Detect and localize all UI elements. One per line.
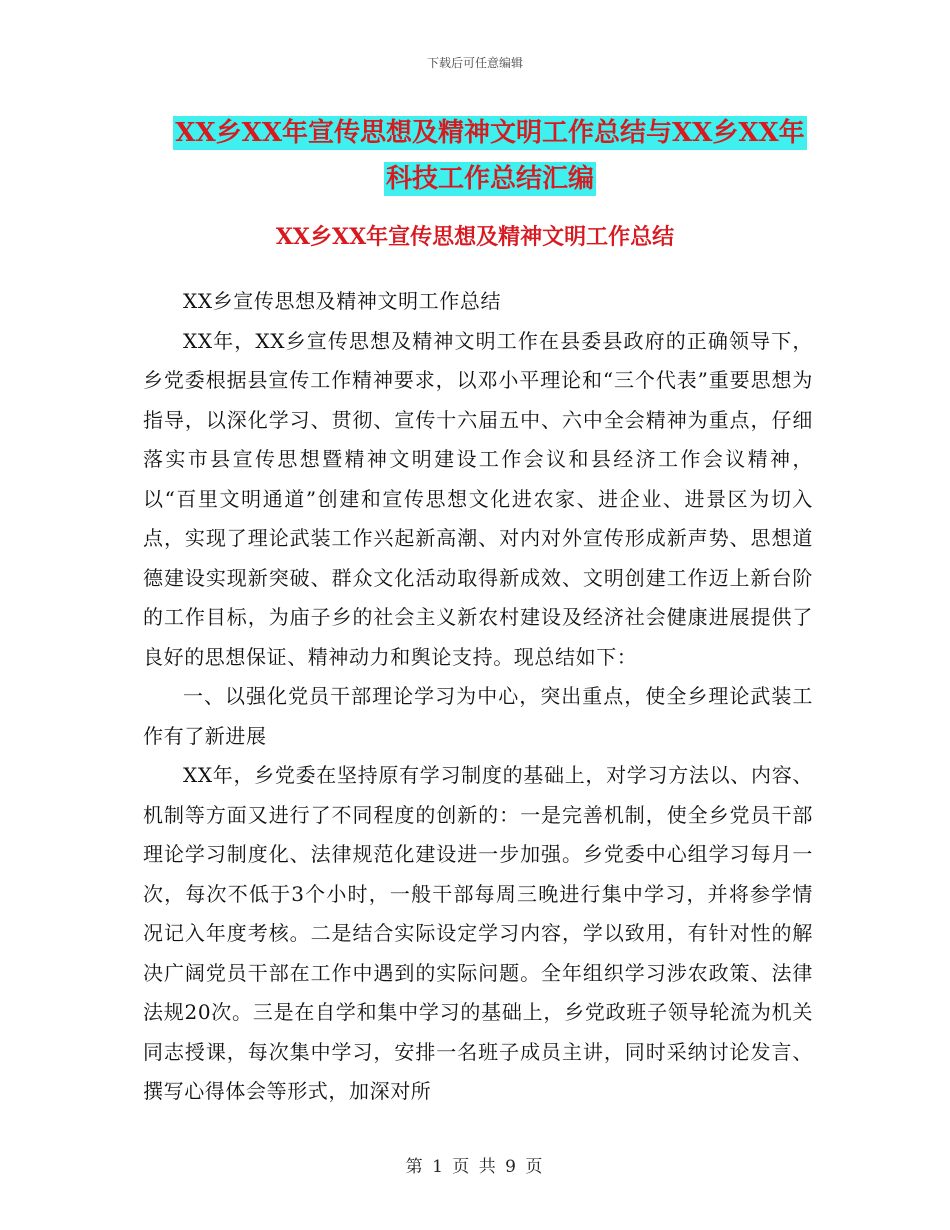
main-title-line-1: XX乡XX年宣传思想及精神文明工作总结与XX乡XX年: [175, 118, 805, 148]
page-number-footer: 第 1 页 共 9 页: [405, 1157, 545, 1177]
document-body: [143, 282, 813, 1112]
paragraph-intro: XX年，XX乡宣传思想及精神文明工作在县委县政府的正确领导下，乡党委根据县宣传工作精神要求，以邓小平理论和“三个代表”重要思想为指导，以深化学习、贯彻、宣传十六届五中、六中全会精神为重点，仔细落实市县宣传思想暨精神文明建设工作会议和县经济工作会议精神，以“百里文明通道”创建和宣传思想文化进农家、进企业、进景区为切入点，实现了理论武装工作兴起新高潮、对内对外宣传形成新声势、思想道德建设实现新突破、群众文化活动取得新成效、文明创建工作迈上新台阶的工作目标，为庙子乡的社会主义新农村建设及经济社会健康进展提供了良好的思想保证、精神动力和舆论支持。现总结如下：: [143, 328, 813, 669]
document-main-title: [140, 110, 840, 202]
main-title-line-2: 科技工作总结汇编: [385, 164, 594, 194]
paragraph-subtitle: XX乡宣传思想及精神文明工作总结: [183, 289, 502, 313]
paragraph-heading-1: 一、以强化党员干部理论学习为中心，突出重点，使全乡理论武装工作有了新进展: [143, 684, 813, 748]
header-note: 下载后可任意编辑: [426, 56, 523, 70]
paragraph-detail-1: XX年，乡党委在坚持原有学习制度的基础上，对学习方法以、内容、机制等方面又进行了不同程度的创新的：一是完善机制，使全乡党员干部理论学习制度化、法律规范化建设进一步加强。乡党委中心组学习每月一次，每次不低于3个小时，一般干部每周三晚进行集中学习，并将参学情况记入年度考核。二是结合实际设定学习内容，学以致用，有针对性的解决广阔党员干部在工作中遇到的实际问题。全年组织学习涉农政策、法律法规20次。三是在自学和集中学习的基础上，乡党政班子领导轮流为机关同志授课，每次集中学习，安排一名班子成员主讲，同时采纳讨论发言、撰写心得体会等形式，加深对所: [143, 763, 813, 1103]
section-title: XX乡XX年宣传思想及精神文明工作总结: [275, 224, 675, 250]
